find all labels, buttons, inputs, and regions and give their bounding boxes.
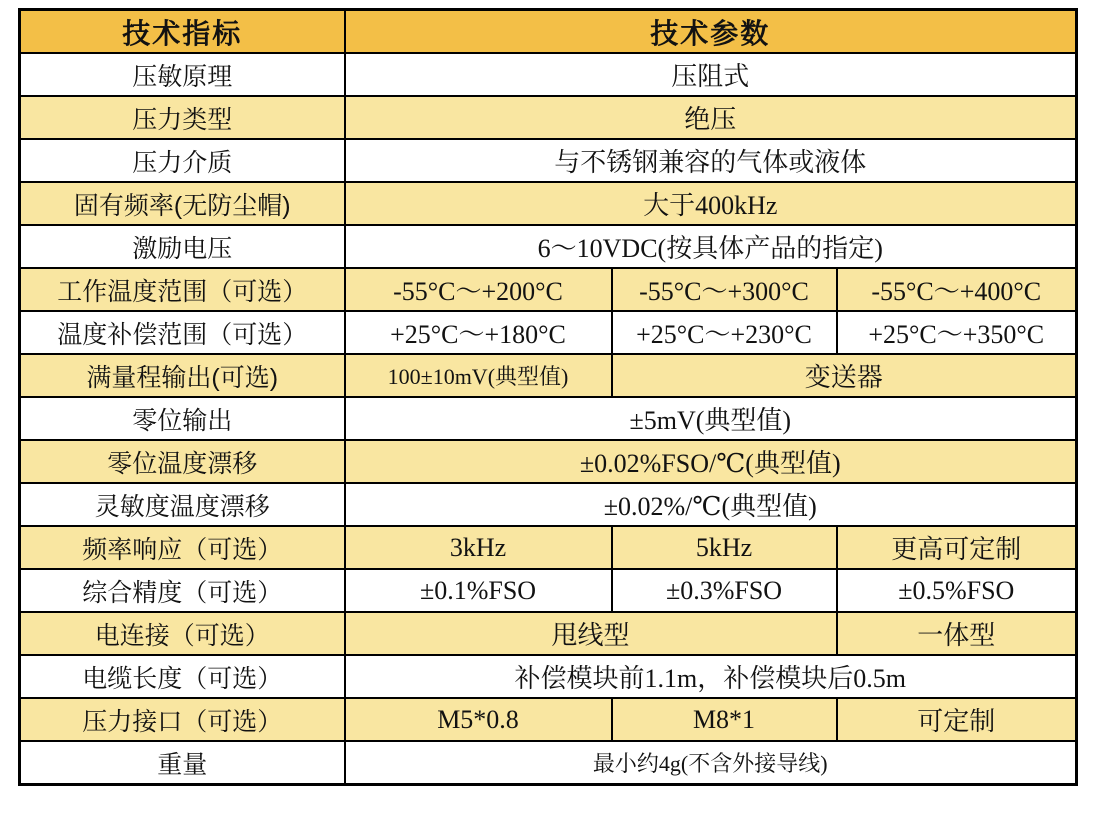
spec-label: 零位输出: [20, 397, 345, 440]
spec-value: 一体型: [837, 612, 1077, 655]
spec-value: 变送器: [612, 354, 1077, 397]
table-row: [20, 655, 1077, 698]
spec-value: 100±10mV(典型值): [345, 354, 612, 397]
spec-value: ±0.3%FSO: [612, 569, 837, 612]
spec-value: +25°C～+350°C: [837, 311, 1077, 354]
table-row: [20, 268, 1077, 311]
table-row: [20, 182, 1077, 225]
spec-value: +25°C～+180°C: [345, 311, 612, 354]
spec-label: 温度补偿范围（可选）: [20, 311, 345, 354]
table-row: [20, 698, 1077, 741]
spec-value: 可定制: [837, 698, 1077, 741]
table-row: [20, 225, 1077, 268]
header-parameter-cell: 技术参数: [345, 10, 1077, 54]
table-row: [20, 139, 1077, 182]
spec-label: 零位温度漂移: [20, 440, 345, 483]
spec-label: 重量: [20, 741, 345, 785]
spec-value: M5*0.8: [345, 698, 612, 741]
spec-value: ±0.5%FSO: [837, 569, 1077, 612]
spec-value: ±0.02%/℃(典型值): [345, 483, 1077, 526]
spec-value: M8*1: [612, 698, 837, 741]
spec-value: ±5mV(典型值): [345, 397, 1077, 440]
spec-value: -55°C～+300°C: [612, 268, 837, 311]
spec-value: 更高可定制: [837, 526, 1077, 569]
spec-value: 3kHz: [345, 526, 612, 569]
table-row: [20, 526, 1077, 569]
table-row: [20, 741, 1077, 785]
table-row: [20, 397, 1077, 440]
table-row: [20, 612, 1077, 655]
spec-label: 满量程输出(可选): [20, 354, 345, 397]
spec-value: 绝压: [345, 96, 1077, 139]
table-row: [20, 53, 1077, 96]
spec-label: 灵敏度温度漂移: [20, 483, 345, 526]
spec-table: [18, 8, 1078, 786]
spec-label: 电连接（可选）: [20, 612, 345, 655]
spec-value: +25°C～+230°C: [612, 311, 837, 354]
spec-label: 压力类型: [20, 96, 345, 139]
spec-label: 频率响应（可选）: [20, 526, 345, 569]
spec-value: 补偿模块前1.1m，补偿模块后0.5m: [345, 655, 1077, 698]
spec-label: 压力介质: [20, 139, 345, 182]
spec-value: 与不锈钢兼容的气体或液体: [345, 139, 1077, 182]
table-row: [20, 440, 1077, 483]
spec-value: -55°C～+200°C: [345, 268, 612, 311]
spec-value: 6～10VDC(按具体产品的指定): [345, 225, 1077, 268]
spec-label: 压敏原理: [20, 53, 345, 96]
spec-value: 压阻式: [345, 53, 1077, 96]
spec-value: 甩线型: [345, 612, 837, 655]
table-row: [20, 569, 1077, 612]
table-row: [20, 96, 1077, 139]
spec-label: 电缆长度（可选）: [20, 655, 345, 698]
spec-value: ±0.1%FSO: [345, 569, 612, 612]
spec-label: 固有频率(无防尘帽): [20, 182, 345, 225]
spec-label: 压力接口（可选）: [20, 698, 345, 741]
spec-label: 综合精度（可选）: [20, 569, 345, 612]
spec-value: 最小约4g(不含外接导线): [345, 741, 1077, 785]
table-header-row: [20, 10, 1077, 54]
table-row: [20, 483, 1077, 526]
spec-value: -55°C～+400°C: [837, 268, 1077, 311]
spec-value: ±0.02%FSO/℃(典型值): [345, 440, 1077, 483]
spec-table-body: [20, 53, 1077, 785]
spec-label: 工作温度范围（可选）: [20, 268, 345, 311]
spec-value: 5kHz: [612, 526, 837, 569]
header-indicator-cell: 技术指标: [20, 10, 345, 54]
spec-value: 大于400kHz: [345, 182, 1077, 225]
table-row: [20, 311, 1077, 354]
table-row: [20, 354, 1077, 397]
spec-label: 激励电压: [20, 225, 345, 268]
